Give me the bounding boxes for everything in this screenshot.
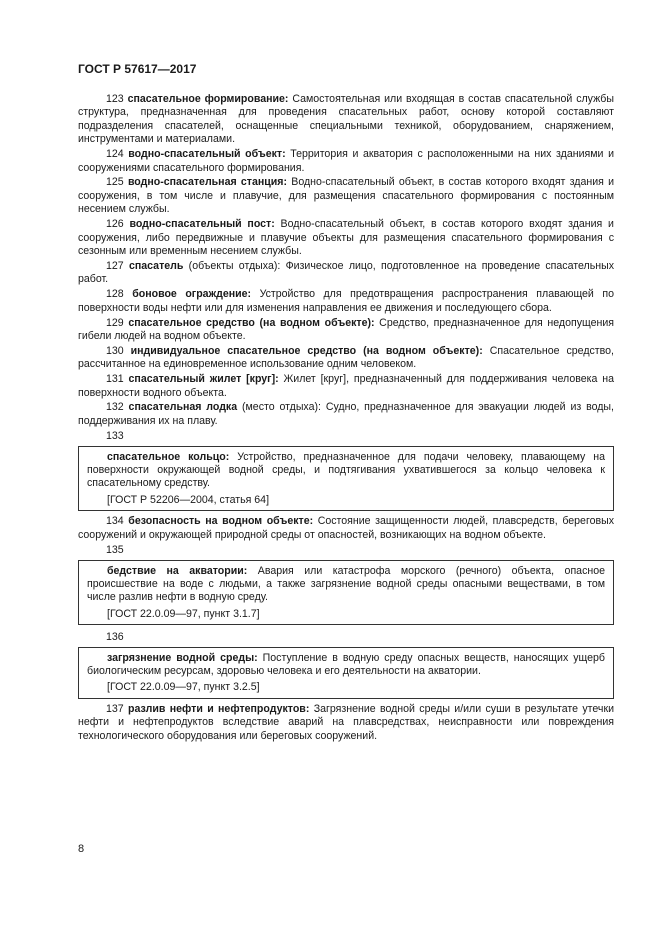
term-name: спасатель xyxy=(128,259,184,272)
term-number: 133 xyxy=(106,430,124,443)
source-reference: [ГОСТ Р 52206—2004, статья 64] xyxy=(107,493,270,506)
term-name: водно-спасательная станция: xyxy=(127,176,287,189)
term-number: 134 xyxy=(106,515,124,528)
quoted-term-text xyxy=(87,451,605,491)
term-definition: (место отдыха): Судно, предназначенное для эвакуации людей из воды, поддерживания их на плаву. xyxy=(78,401,614,427)
term-definition: Самостоятельная или входящая в состав спасательной службы структура, предназначенная для проведения спасательных работ, основу которой составляют подразделения спасателей, оснащенные специальными техникой, оборудованием, снаряжением, инструментами и материалами. xyxy=(78,93,614,146)
term-name: спасательное кольцо: xyxy=(107,450,230,463)
term-name: боновое ограждение: xyxy=(132,288,252,301)
document-header: ГОСТ Р 57617—2017 xyxy=(78,62,197,76)
quoted-term-box xyxy=(78,560,614,626)
term-entry xyxy=(78,218,614,258)
quoted-term-box xyxy=(78,446,614,512)
term-definition: Устройство, предназначенное для подачи человеку, плавающему на поверхности окружающей водной среды, и подтягивания ухватившегося за кольцо человека к спасательному средству. xyxy=(87,450,605,490)
term-entry xyxy=(78,176,614,216)
term-number: 125 xyxy=(106,176,124,189)
term-entry xyxy=(78,515,614,542)
term-entry xyxy=(78,260,614,287)
term-name: спасательная лодка xyxy=(128,401,238,414)
term-number: 124 xyxy=(106,148,124,161)
term-number: 127 xyxy=(106,259,124,272)
term-entry xyxy=(78,288,614,315)
term-name: индивидуальное спасательное средство (на водном объекте): xyxy=(130,344,483,357)
term-number: 123 xyxy=(106,93,124,105)
term-definition: Водно-спасательный объект, в состав которого входят здания и сооружения, либо передвижные и плавучие объекты для размещения спасательного формирования с сезонным или временным несением службы. xyxy=(78,218,614,257)
term-number: 131 xyxy=(106,373,124,386)
term-definition: Спасательное средство, рассчитанное на единовременное использование одним человеком. xyxy=(78,344,614,371)
term-definition: Устройство для предотвращения распространения плавающей по поверхности воды нефти или для изменения направления ее движения и последующего сбора. xyxy=(78,288,614,314)
term-name: спасательный жилет [круг]: xyxy=(128,373,279,386)
term-number: 130 xyxy=(106,344,124,357)
term-entry xyxy=(78,93,614,147)
term-definition: (объекты отдыха): Физическое лицо, подготовленное на проведение спасательных работ. xyxy=(78,259,614,286)
quoted-term-text xyxy=(87,652,605,679)
term-entry xyxy=(78,373,614,400)
term-number: 135 xyxy=(106,544,124,557)
term-number: 126 xyxy=(106,218,124,231)
term-number: 132 xyxy=(106,401,124,414)
term-entry xyxy=(78,345,614,372)
source-reference: [ГОСТ 22.0.09—97, пункт 3.1.7] xyxy=(107,607,260,620)
term-entry xyxy=(78,148,614,175)
term-name: спасательное средство (на водном объекте): xyxy=(128,316,375,329)
term-name: безопасность на водном объекте: xyxy=(128,515,314,528)
term-number: 129 xyxy=(106,316,124,329)
document-body xyxy=(78,93,614,744)
term-definition: Авария или катастрофа морского (речного) объекта, опасное происшествие на воде с людьми, а также загрязнение водной среды опасными веществами, в том числе разлив нефти в водную среду. xyxy=(87,564,606,604)
term-name: спасательное формирование: xyxy=(127,93,289,105)
term-definition: Жилет [круг], предназначенный для поддерживания человека на поверхности водного объекта. xyxy=(78,373,614,399)
term-entry xyxy=(78,703,614,743)
term-name: загрязнение водной среды: xyxy=(107,651,258,664)
term-number: 137 xyxy=(106,702,124,715)
term-number: 128 xyxy=(106,288,124,301)
term-entry xyxy=(78,401,614,428)
term-definition: Загрязнение водной среды и/или суши в результате утечки нефти и нефтепродуктов вследствие аварий на плавсредствах, неисправности или повреждения технологического оборудования или береговых сооружений. xyxy=(78,702,615,742)
term-definition: Средство, предназначенное для недопущения гибели людей на водном объекте. xyxy=(78,316,614,342)
term-name: водно-спасательный объект: xyxy=(128,148,286,161)
term-definition: Состояние защищенности людей, плавсредств, береговых сооружений и окружающей природной среды от опасностей, возникающих на водном объекте. xyxy=(78,515,615,541)
source-reference: [ГОСТ 22.0.09—97, пункт 3.2.5] xyxy=(107,681,260,694)
term-definition: Водно-спасательный объект, в состав которого входят здания и сооружения, в том числе и плавучие, для размещения спасательного формирования с постоянным несением службы. xyxy=(78,176,614,216)
term-number: 136 xyxy=(106,631,124,644)
term-definition: Территория и акватория с расположенными на них зданиями и сооружениями спасательного формирования. xyxy=(78,148,614,174)
page-number: 8 xyxy=(78,843,85,855)
term-definition: Поступление в водную среду опасных веществ, наносящих ущерб биологическим ресурсам, здоровью человека и его деятельности на акватории. xyxy=(87,651,605,677)
term-name: разлив нефти и нефтепродуктов: xyxy=(128,702,310,715)
term-name: бедствие на акватории: xyxy=(107,564,248,577)
term-name: водно-спасательный пост: xyxy=(129,218,275,231)
term-entry xyxy=(78,317,614,344)
quoted-term-box xyxy=(78,647,614,699)
quoted-term-text xyxy=(87,565,605,605)
